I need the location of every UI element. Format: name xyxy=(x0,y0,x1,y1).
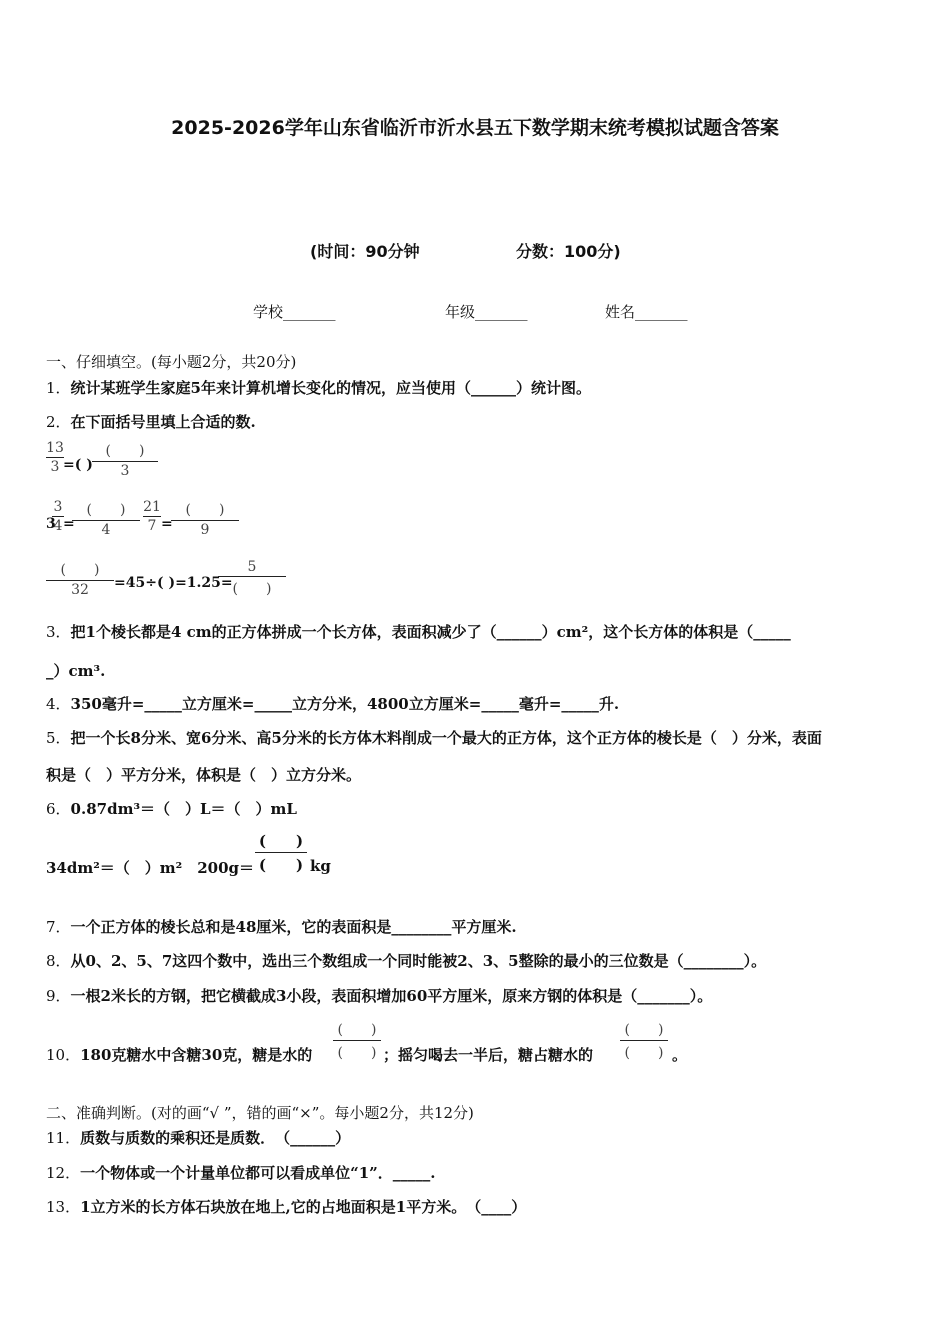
denominator: 9 xyxy=(200,522,210,538)
question-10 xyxy=(46,1044,312,1065)
fraction xyxy=(92,440,158,479)
question-number: 6． xyxy=(46,800,71,818)
question-text: 在下面括号里填上合适的数. xyxy=(70,413,256,431)
denominator: 4 xyxy=(53,518,63,534)
question-11 xyxy=(46,1127,350,1148)
question-12 xyxy=(46,1162,436,1183)
numerator: ( ) xyxy=(60,562,100,578)
denominator: 3 xyxy=(120,463,130,479)
question-number: 5． xyxy=(46,729,71,747)
question-number: 11． xyxy=(46,1129,81,1147)
numerator: ( ) xyxy=(105,443,145,459)
numerator: ( ) xyxy=(624,1022,664,1038)
denominator: 7 xyxy=(147,518,157,534)
question-5 xyxy=(46,727,822,748)
fraction xyxy=(255,830,307,875)
question-text: 350毫升=_____立方厘米=_____立方分米，4800立方厘米=_____毫升=_____升. xyxy=(70,695,620,713)
fraction xyxy=(333,1019,381,1062)
denominator: ( ) xyxy=(232,581,272,597)
fraction xyxy=(72,499,140,538)
equals-sign: = xyxy=(161,516,173,532)
question-10-end: 。 xyxy=(672,1046,688,1064)
fraction xyxy=(46,559,114,598)
question-6-line-2: 34dm²＝（ ）m² 200g＝ xyxy=(46,859,255,877)
equals-sign: = xyxy=(63,516,75,532)
page-title: 2025-2026学年山东省临沂市沂水县五下数学期末统考模拟试题含答案 xyxy=(171,117,779,139)
question-number: 8． xyxy=(46,952,71,970)
question-text: 统计某班学生家庭5年来计算机增长变化的情况，应当使用（______）统计图。 xyxy=(70,379,591,397)
question-text: 把1个棱长都是4 cm的正方体拼成一个长方体，表面积减少了（______）cm²，这个长方体的体积是（_____ xyxy=(70,623,791,641)
name-field: 姓名_______ xyxy=(605,303,688,321)
numerator: 5 xyxy=(247,559,257,575)
question-6 xyxy=(46,798,297,819)
question-8 xyxy=(46,950,766,971)
question-5-cont: 积是（ ）平方分米，体积是（ ）立方分米。 xyxy=(46,766,362,784)
question-number: 2． xyxy=(46,413,71,431)
division-expression: =45÷( )=1.25= xyxy=(114,575,233,591)
question-text: 一根2米长的方钢，把它横截成3小段，表面积增加60平方厘米，原来方钢的体积是（_______）。 xyxy=(70,987,713,1005)
whole-number: 3 xyxy=(46,516,56,532)
fraction xyxy=(171,499,239,538)
numerator: ( ) xyxy=(337,1022,377,1038)
question-text: 180克糖水中含糖30克，糖是水的 xyxy=(80,1046,313,1064)
question-1 xyxy=(46,377,591,398)
denominator: 32 xyxy=(71,582,89,598)
grade-field: 年级_______ xyxy=(445,303,528,321)
question-9 xyxy=(46,985,712,1006)
numerator: 3 xyxy=(53,499,63,515)
exam-score: 分数：100分) xyxy=(516,242,621,261)
section-1-heading: 一、仔细填空。(每小题2分，共20分) xyxy=(46,353,297,371)
fraction xyxy=(218,559,286,598)
numerator: 21 xyxy=(143,499,161,515)
numerator: ( ) xyxy=(185,502,225,518)
unit-kg: kg xyxy=(310,857,331,875)
question-number: 7． xyxy=(46,918,71,936)
denominator: ( ) xyxy=(624,1045,664,1061)
fraction xyxy=(143,499,161,534)
question-text: 1立方米的长方体石块放在地上,它的占地面积是1平方米。 （____） xyxy=(80,1198,527,1216)
question-number: 9． xyxy=(46,987,71,1005)
section-2-heading: 二、准确判断。(对的画“√ ”，错的画“×”。每小题2分，共12分) xyxy=(46,1104,474,1122)
question-3-cont: _）cm³. xyxy=(46,662,106,680)
equals-blank: =( ) xyxy=(63,457,93,473)
denominator: 3 xyxy=(50,459,60,475)
question-number: 4． xyxy=(46,695,71,713)
numerator: 13 xyxy=(46,440,64,456)
question-text: 把一个长8分米、宽6分米、高5分米的长方体木料削成一个最大的正方体，这个正方体的棱长是（ ）分米，表面 xyxy=(70,729,822,747)
question-number: 13． xyxy=(46,1198,81,1216)
numerator: ( ) xyxy=(258,832,304,850)
numerator: ( ) xyxy=(86,502,126,518)
question-4 xyxy=(46,693,619,714)
school-field: 学校_______ xyxy=(253,303,336,321)
question-13 xyxy=(46,1196,526,1217)
question-text: 一个物体或一个计量单位都可以看成单位“1”．_____. xyxy=(80,1164,436,1182)
question-number: 10． xyxy=(46,1046,81,1064)
fraction xyxy=(620,1019,668,1062)
question-3 xyxy=(46,621,791,642)
question-text: 一个正方体的棱长总和是48厘米，它的表面积是________平方厘米. xyxy=(70,918,517,936)
denominator: 4 xyxy=(101,522,111,538)
question-text: 从0、2、5、7这四个数中，选出三个数组成一个同时能被2、3、5整除的最小的三位数是（________）。 xyxy=(70,952,767,970)
question-2 xyxy=(46,411,256,432)
question-number: 12． xyxy=(46,1164,81,1182)
denominator: ( ) xyxy=(258,856,304,874)
question-number: 3． xyxy=(46,623,71,641)
denominator: ( ) xyxy=(337,1045,377,1061)
question-number: 1． xyxy=(46,379,71,397)
question-text: 质数与质数的乘积还是质数． （______） xyxy=(80,1129,351,1147)
exam-time: (时间：90分钟 xyxy=(310,242,420,261)
question-7 xyxy=(46,916,517,937)
question-10-text-b: ；摇匀喝去一半后，糖占糖水的 xyxy=(383,1046,594,1064)
fraction xyxy=(46,440,64,475)
question-text: 0.87dm³＝（ ）L＝（ ）mL xyxy=(70,800,297,818)
